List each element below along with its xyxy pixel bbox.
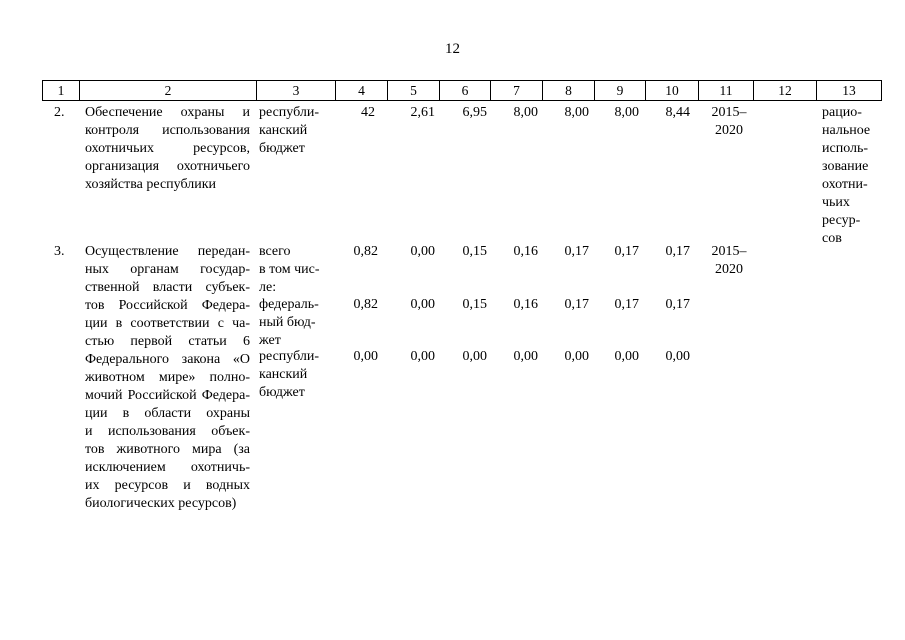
value-2017: 8,00 — [513, 105, 538, 120]
text-line: исполь- — [822, 141, 869, 156]
text-line: ный бюд- — [259, 315, 316, 330]
text-line: ных органам государ- — [85, 262, 250, 277]
value-2019: 0,17 — [614, 297, 639, 312]
text-line: Обеспечение охраны и — [85, 105, 250, 120]
value-2018: 8,00 — [564, 105, 589, 120]
period — [704, 104, 754, 140]
text-line: нальное — [822, 123, 871, 138]
text-line: всего — [259, 244, 291, 259]
text-line: 2015– — [711, 105, 747, 120]
text-line: 2020 — [715, 123, 743, 138]
header-cell: 2 — [80, 81, 257, 100]
value-2016: 6,95 — [462, 105, 487, 120]
text-line: мочий Российской Федера- — [85, 388, 250, 403]
text-line: бюджет — [259, 141, 305, 156]
value-2015: 0,00 — [410, 244, 435, 259]
header-cell: 10 — [646, 81, 699, 100]
header-cell: 1 — [43, 81, 80, 100]
value-2020: 8,44 — [665, 105, 690, 120]
text-line: зование — [822, 159, 869, 174]
header-cell: 11 — [699, 81, 754, 100]
text-line: Федерального закона «О — [85, 352, 250, 367]
expected-result — [822, 104, 870, 248]
text-line: ле: — [259, 280, 277, 295]
value-total: 0,82 — [353, 297, 378, 312]
funding-source — [259, 243, 320, 297]
value-2019: 0,00 — [614, 349, 639, 364]
text-line: ции в области охраны — [85, 406, 250, 421]
value-2019: 0,17 — [614, 244, 639, 259]
text-line: их ресурсов и водных — [85, 478, 250, 493]
text-line: и использования объек- — [85, 424, 250, 439]
header-cell: 3 — [257, 81, 336, 100]
value-2015: 2,61 — [410, 105, 435, 120]
text-line: хозяйства республики — [85, 177, 217, 192]
text-line: республи- — [259, 349, 319, 364]
value-2015: 0,00 — [410, 349, 435, 364]
value-2020: 0,00 — [665, 349, 690, 364]
text-line: 2020 — [715, 262, 743, 277]
text-line: ресур- — [822, 213, 861, 228]
text-line: стью первой статьи 6 — [85, 334, 250, 349]
funding-source — [259, 296, 319, 350]
header-cell: 7 — [491, 81, 543, 100]
value-2020: 0,17 — [665, 244, 690, 259]
row-description — [85, 243, 250, 513]
value-total: 0,00 — [353, 349, 378, 364]
table-header-row — [42, 80, 882, 101]
header-cell: 13 — [842, 83, 856, 98]
header-cell: 9 — [595, 81, 646, 100]
text-line: охотни- — [822, 177, 868, 192]
text-line: организация охотничьего — [85, 159, 250, 174]
value-2016: 0,15 — [462, 244, 487, 259]
row-number: 2. — [54, 105, 65, 120]
text-line: федераль- — [259, 297, 319, 312]
page-number: 12 — [445, 41, 460, 57]
text-line: Осуществление передан- — [85, 244, 250, 259]
text-line: тов животного мира (за — [85, 442, 250, 457]
value-2015: 0,00 — [410, 297, 435, 312]
text-line: исключением охотничь- — [85, 460, 250, 475]
header-cell: 5 — [388, 81, 440, 100]
row-number: 3. — [54, 244, 65, 259]
value-2017: 0,16 — [513, 297, 538, 312]
text-line: охотничьих ресурсов, — [85, 141, 250, 156]
text-line: жет — [259, 333, 281, 348]
value-2016: 0,00 — [462, 349, 487, 364]
value-2017: 0,00 — [513, 349, 538, 364]
header-cell: 6 — [440, 81, 491, 100]
value-2018: 0,00 — [564, 349, 589, 364]
text-line: республи- — [259, 105, 319, 120]
text-line: 2015– — [711, 244, 747, 259]
header-cell: 8 — [543, 81, 595, 100]
value-total: 0,82 — [353, 244, 378, 259]
row-description — [85, 104, 250, 194]
value-2016: 0,15 — [462, 297, 487, 312]
header-cell: 4 — [336, 81, 388, 100]
value-2018: 0,17 — [564, 244, 589, 259]
value-2017: 0,16 — [513, 244, 538, 259]
value-2020: 0,17 — [665, 297, 690, 312]
text-line: рацио- — [822, 105, 862, 120]
text-line: чьих — [822, 195, 850, 210]
value-2019: 8,00 — [614, 105, 639, 120]
text-line: ственной власти субъек- — [85, 280, 250, 295]
text-line: канский — [259, 367, 308, 382]
text-line: животном мире» полно- — [85, 370, 250, 385]
text-line: в том чис- — [259, 262, 320, 277]
text-line: тов Российской Федера- — [85, 298, 250, 313]
text-line: биологических ресурсов) — [85, 496, 237, 511]
text-line: ции в соответствии с ча- — [85, 316, 250, 331]
text-line: бюджет — [259, 385, 305, 400]
period — [704, 243, 754, 279]
header-cell: 12 — [754, 81, 817, 100]
text-line: канский — [259, 123, 308, 138]
value-2018: 0,17 — [564, 297, 589, 312]
value-total: 42 — [361, 105, 375, 120]
text-line: контроля использования — [85, 123, 250, 138]
funding-source — [259, 104, 319, 158]
funding-source — [259, 348, 319, 402]
text-line: сов — [822, 231, 842, 246]
